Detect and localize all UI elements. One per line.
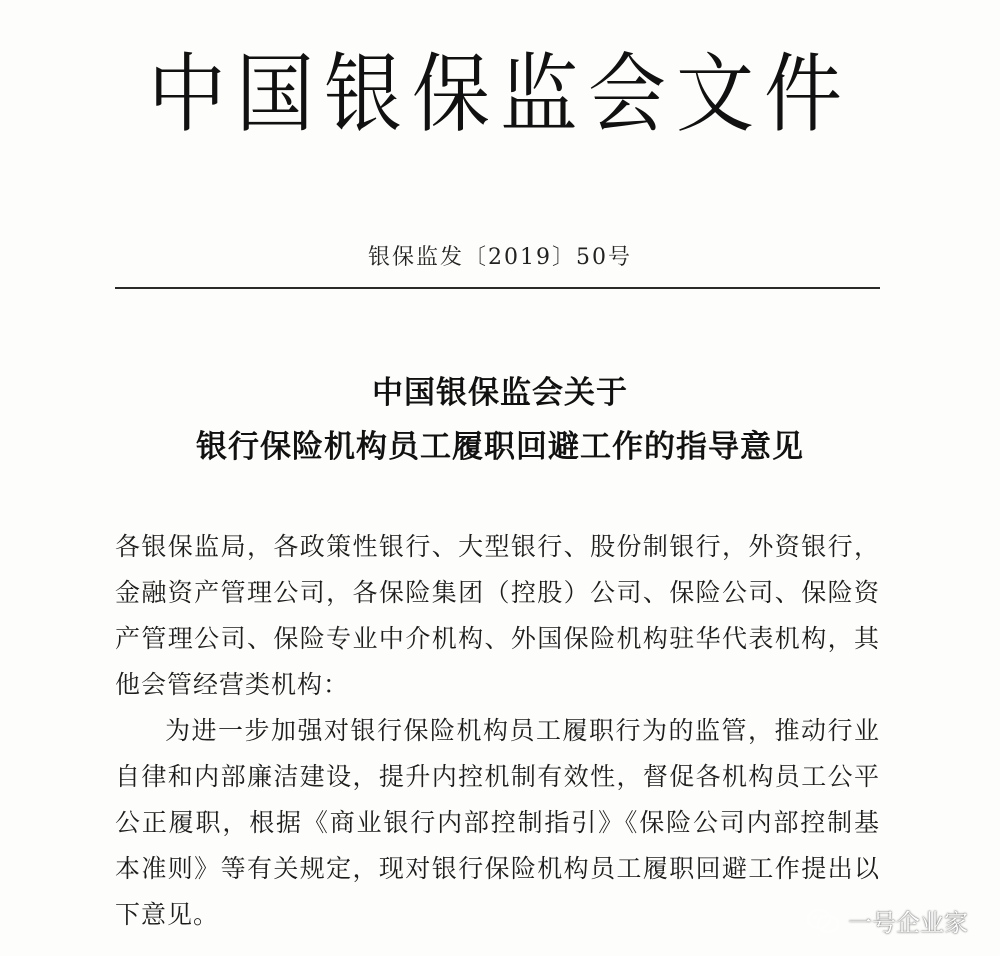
document-body [115,524,880,938]
document-title [0,366,1000,474]
title-line-2: 银行保险机构员工履职回避工作的指导意见 [196,429,804,465]
header-divider [115,287,880,289]
addressees-paragraph: 各银保监局，各政策性银行、大型银行、股份制银行，外资银行，金融资产管理公司，各保险集团（控股）公司、保险公司、保险资产管理公司、保险专业中介机构、外国保险机构驻华代表机构，其他会管经营类机构： [115,532,880,699]
title-line-1: 中国银保监会关于 [372,375,628,411]
account-watermark [806,903,968,938]
document-issuer-heading: 中国银保监会文件 [147,45,852,145]
watermark-text: 一号企业家 [848,909,968,937]
body-paragraph-1: 为进一步加强对银行保险机构员工履职行为的监管，推动行业自律和内部廉洁建设，提升内控机制有效性，督促各机构员工公平公正履职，根据《商业银行内部控制指引》《保险公司内部控制基本准则》等有关规定，现对银行保险机构员工履职回避工作提出以下意见。 [115,716,880,929]
document-number: 银保监发〔2019〕50号 [368,245,632,270]
wechat-icon [806,907,840,935]
